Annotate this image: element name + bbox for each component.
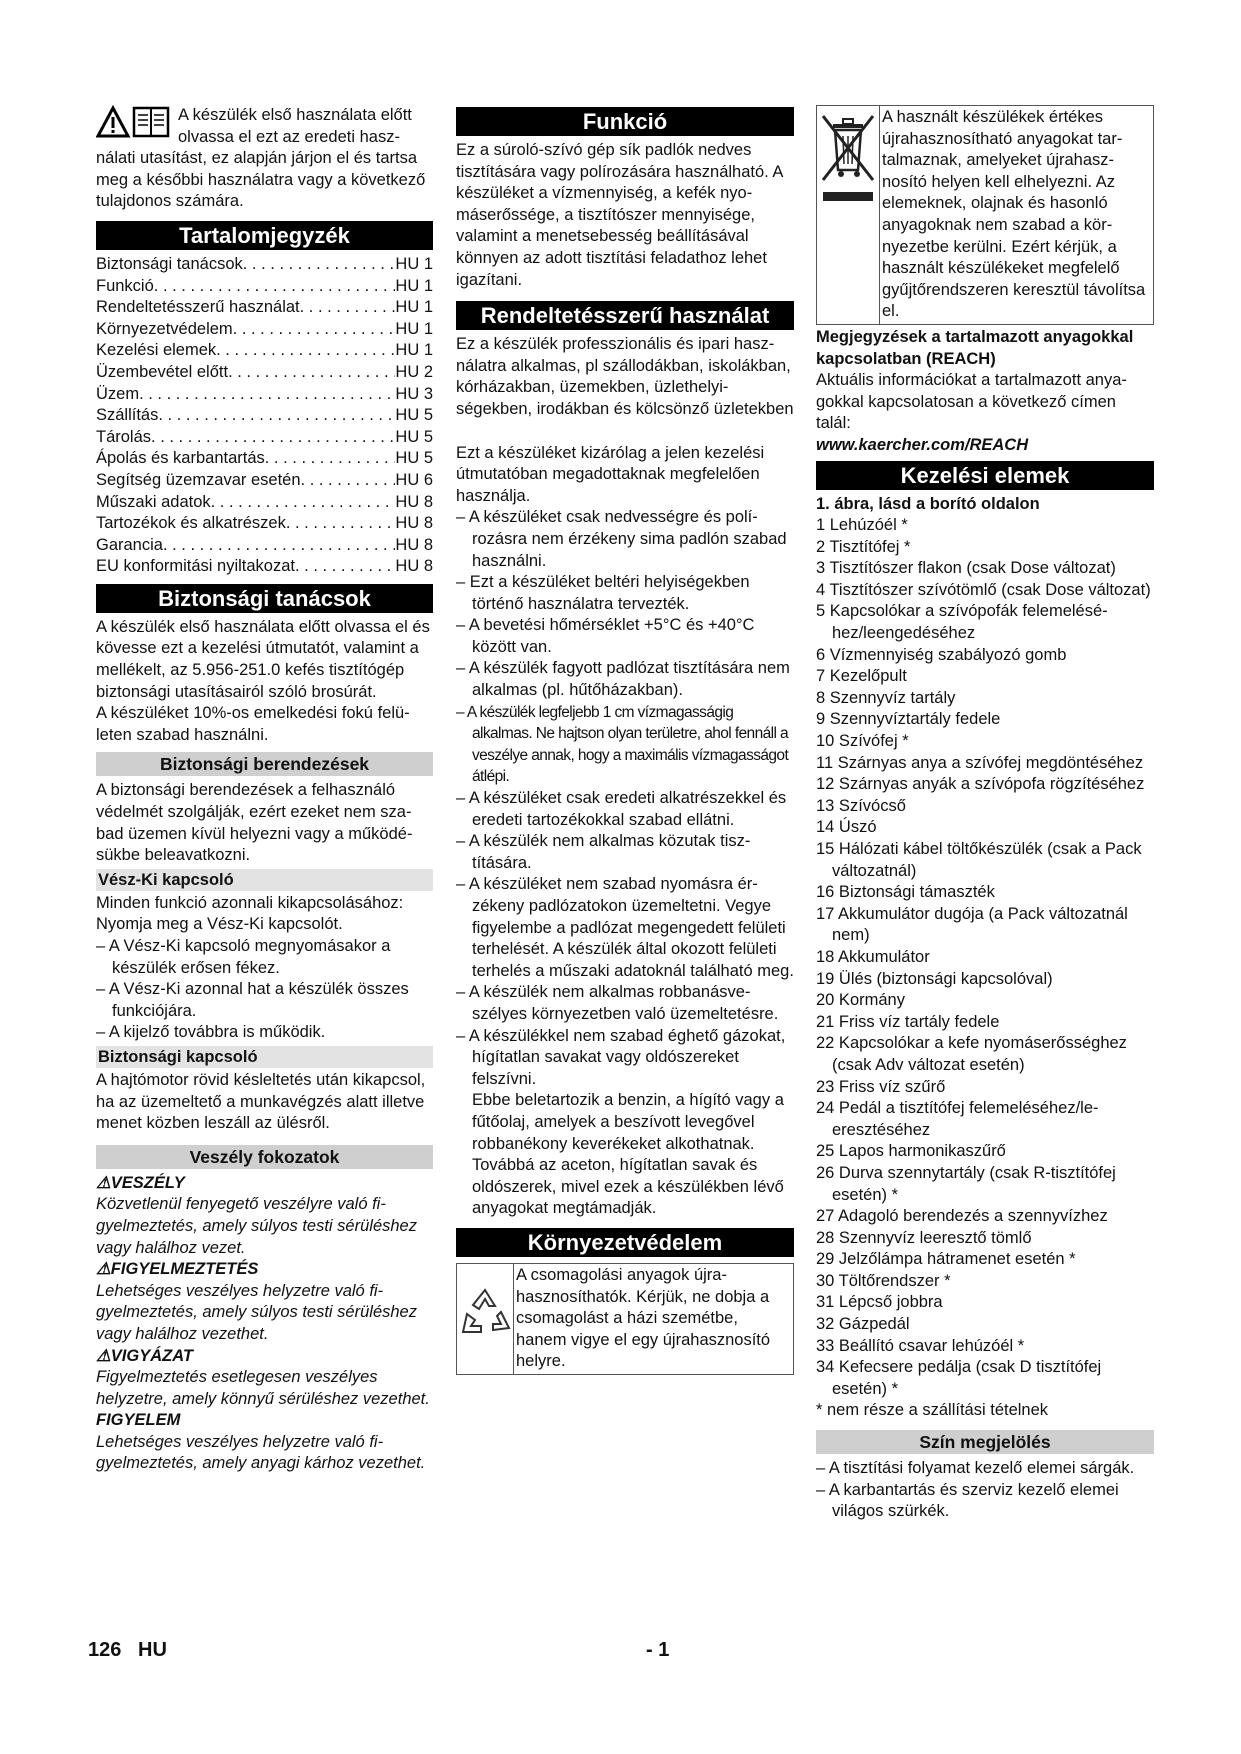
controls-figure-ref: 1. ábra, lásd a borító oldalon <box>816 494 1040 513</box>
hazard-label: ⚠FIGYELMEZTETÉS <box>96 1260 259 1279</box>
list-item: – A Vész-Ki kapcsoló megnyomásakor a készülék erősen fékez. <box>96 936 433 979</box>
controls-list <box>816 515 1154 1400</box>
toc-item[interactable]: Rendeltetésszerű használat . . . HU 1 <box>96 297 433 319</box>
environment-title: Környezetvédelem <box>456 1228 794 1257</box>
safety-devices-text: A biztonsági berendezések a felhasználó védelmét szolgálják, ezért ezeket nem szabad üzemen kívül helyezni vagy a működésükbe beleavatkozni. <box>96 781 413 865</box>
list-item: 11 Szárnyas anya a szívófej megdöntéséhez <box>816 753 1144 772</box>
intro <box>96 105 433 213</box>
hazard-title: Veszély fokozatok <box>96 1145 433 1169</box>
hazard-text: Figyelmeztetés esetlegesen veszélyes helyzetre, amely könnyű sérüléshez vezethet. <box>96 1368 430 1408</box>
list-item: 17 Akkumulátor dugója (a Pack változatnál nem) <box>816 904 1128 945</box>
list-item: – A bevetési hőmérséklet +5°C és +40°C között van. <box>456 615 794 658</box>
recycle-icon-cell <box>457 1264 514 1374</box>
safety-p1: A készülék első használata előtt olvassa el és kövesse ezt a kezelési útmutatót, valamint a mellékelt, az 5.956-251.0 kefés tisztítógép biztonsági utasításairól szóló brosúrát. <box>96 617 430 701</box>
page-footer-left <box>88 1640 167 1662</box>
safety-devices-title: Biztonsági berendezések <box>96 752 433 776</box>
list-item: 16 Biztonsági támaszték <box>816 883 995 902</box>
language-code: HU <box>138 1639 167 1661</box>
toc-item[interactable]: Üzem . . . HU 3 <box>96 384 433 406</box>
list-item: – A készülékkel nem szabad éghető gázokat, hígítatlan savakat vagy oldószereket felszívni. <box>456 1026 794 1091</box>
intro-line-2: olvassa el ezt az eredeti hasz- <box>178 127 400 146</box>
list-item: – A készülék fagyott padlózat tisztítására nem alkalmas (pl. hűtőházakban). <box>456 658 794 701</box>
list-item: 26 Durva szennytartály (csak R-tisztítófej esetén) * <box>816 1163 1116 1204</box>
intended-list <box>456 507 794 1090</box>
toc-item[interactable]: Tartozékok és alkatrészek . . . HU 8 <box>96 513 433 535</box>
list-item: 15 Hálózati kábel töltőkészülék (csak a Pack változatnál) <box>816 840 1142 880</box>
hazard-label: ⚠VIGYÁZAT <box>96 1346 193 1365</box>
list-item: – A készülék nem alkalmas közutak tisztítására. <box>456 831 794 874</box>
toc-item[interactable]: Szállítás . . . HU 5 <box>96 405 433 427</box>
list-item: 27 Adagoló berendezés a szennyvízhez <box>816 1207 1108 1226</box>
list-item: 14 Úszó <box>816 818 877 837</box>
list-item: 30 Töltőrendszer * <box>816 1271 951 1290</box>
hazard-text: Közvetlenül fenyegető veszélyre való figyelmeztetés, amely súlyos testi sérüléshez vagy halálhoz vezet. <box>96 1195 417 1257</box>
list-item: 33 Beállító csavar lehúzóél * <box>816 1336 1025 1355</box>
safety-title: Biztonsági tanácsok <box>96 584 433 613</box>
list-item: 1 Lehúzóél * <box>816 516 908 535</box>
recycle-icon <box>457 1284 513 1340</box>
list-item: – A kijelző továbbra is működik. <box>96 1022 433 1044</box>
weee-text: A használt készülékek értékes újrahasznosítható anyagokat tartalmaznak, amelyeket újrahasznosító helyen kell elhelyezni. Az elemeknek, olajnak és hasonló anyagoknak nem szabad a környezetbe kerülni. Ezért kérjük, a használt készülékeket megfelelő gyűjtőrendszeren keresztül távolítsa el. <box>882 108 1146 321</box>
weee-icon-cell <box>817 106 880 324</box>
list-item: – A készülék legfeljebb 1 cm vízmagasságig alkalmas. Ne hajtson olyan területre, ahol fennáll a veszélye annak, hogy a maximális vízmagasságot átlépi. <box>456 702 794 788</box>
toc-item[interactable]: Üzembevétel előtt . . . HU 2 <box>96 362 433 384</box>
toc-item[interactable]: Biztonsági tanácsok . . . HU 1 <box>96 254 433 276</box>
list-item: 5 Kapcsolókar a szívópofák felemeléséhez/leengedéséhez <box>816 602 1108 643</box>
intro-line-1: A készülék első használata előtt <box>178 106 412 124</box>
list-item: – A karbantartás és szerviz kezelő elemei világos szürkék. <box>816 1480 1154 1523</box>
list-item: 19 Ülés (biztonsági kapcsolóval) <box>816 969 1053 988</box>
list-item: – A készüléket csak nedvességre és polírozásra nem érzékeny sima padlón szabad használni. <box>456 507 794 572</box>
toc-item[interactable]: Tárolás . . . HU 5 <box>96 427 433 449</box>
list-item: 6 Vízmennyiség szabályozó gomb <box>816 645 1067 664</box>
estop-text: Minden funkció azonnali kikapcsolásához: Nyomja meg a Vész-Ki kapcsolót. <box>96 893 404 934</box>
list-item: 23 Friss víz szűrő <box>816 1077 946 1096</box>
reach-title: Megjegyzések a tartalmazott anyagokkal kapcsolatban (REACH) <box>816 327 1134 368</box>
weee-box <box>816 105 1154 325</box>
list-item: 13 Szívócső <box>816 796 906 815</box>
color-list <box>816 1458 1154 1523</box>
list-item: 34 Kefecsere pedálja (csak D tisztítófej esetén) * <box>816 1358 1102 1398</box>
reach-text: Aktuális információkat a tartalmazott anyagokkal kapcsolatosan a következő címen talál: <box>816 371 1127 433</box>
list-item: 18 Akkumulátor <box>816 947 930 966</box>
intended-extra: Ebbe beletartozik a benzin, a hígító vagy a fűtőolaj, amelyek a beszívott levegővel robbanékony keverékeket alkothatnak. Továbbá az aceton, hígítatlan savak és oldószerek, mivel ezek a készülékben lévő anyagokat megtámadják. <box>472 1091 784 1218</box>
recycle-box <box>456 1263 794 1375</box>
toc-item[interactable]: Ápolás és karbantartás . . . HU 5 <box>96 448 433 470</box>
intro-text: nálati utasítást, ez alapján járjon el és tartsa meg a későbbi használatra vagy a következő tulajdonos számára. <box>96 149 426 211</box>
hazard-text: Lehetséges veszélyes helyzetre való figyelmeztetés, amely súlyos testi sérüléshez vagy halálhoz vezethet. <box>96 1281 417 1343</box>
list-item: 21 Friss víz tartály fedele <box>816 1012 1000 1031</box>
hazard-label: FIGYELEM <box>96 1411 181 1430</box>
list-item: 32 Gázpedál <box>816 1315 910 1334</box>
list-item: – A tisztítási folyamat kezelő elemei sárgák. <box>816 1458 1154 1480</box>
recycle-text: A csomagolási anyagok újrahasznosíthatók. Kérjük, ne dobja a csomagolást a házi szemétbe, hanem vigye el egy újrahasznosító helyre. <box>516 1265 771 1371</box>
list-item: 9 Szennyvíztartály fedele <box>816 710 1001 729</box>
list-item: 28 Szennyvíz leeresztő tömlő <box>816 1228 1032 1247</box>
function-text: Ez a súroló-szívó gép sík padlók nedves tisztítására vagy polírozására használható. A készüléket a vízmennyiség, a kefék nyomáserőssége, a tisztítószer mennyisége, valamint a menetsebesség beállításával könnyen az adott tisztítási feladathoz lehet igazítani. <box>456 141 783 289</box>
switch-text: A hajtómotor rövid késleltetés után kikapcsol, ha az üzemeltető a munkavégzés alatt illetve menet közben leszáll az ülésről. <box>96 1070 426 1133</box>
toc-item[interactable]: Funkció . . . HU 1 <box>96 276 433 298</box>
list-item: – A készüléket nem szabad nyomásra érzékeny padlózatokon üzemeltetni. Vegye figyelembe a padlózat megengedett felületi terhelését. A készülék által okozott felületi terhelés a műszaki adatoknál található meg. <box>456 874 794 982</box>
intended-p1: Ez a készülék professzionális és ipari használatra alkalmas, pl szállodákban, iskolákban, kórházakban, üzemekben, üzlethelyiségekben, irodákban és kölcsönző üzletekben <box>456 335 794 418</box>
toc-title: Tartalomjegyzék <box>96 221 433 250</box>
intended-title: Rendeltetésszerű használat <box>456 301 794 330</box>
list-item: – A Vész-Ki azonnal hat a készülék összes funkciójára. <box>96 979 433 1022</box>
controls-title: Kezelési elemek <box>816 461 1154 490</box>
intended-p2: Ezt a készüléket kizárólag a jelen kezelési útmutatóban megadottaknak megfelelően használja. <box>456 443 765 505</box>
switch-title: Biztonsági kapcsoló <box>96 1046 433 1068</box>
column-left <box>96 105 433 1475</box>
reach-link[interactable]: www.kaercher.com/REACH <box>816 435 1029 454</box>
color-title: Szín megjelölés <box>816 1430 1154 1454</box>
column-middle <box>456 105 794 1375</box>
list-item: 24 Pedál a tisztítófej felemeléséhez/leeresztéséhez <box>816 1099 1099 1139</box>
hazard-text: Lehetséges veszélyes helyzetre való figyelmeztetés, amely anyagi kárhoz vezethet. <box>96 1432 426 1473</box>
toc-item[interactable]: Kezelési elemek . . . HU 1 <box>96 340 433 362</box>
toc-item[interactable]: Garancia . . . HU 8 <box>96 535 433 557</box>
list-item: 22 Kapcsolókar a kefe nyomáserősséghez (csak Adv változat esetén) <box>816 1034 1127 1074</box>
list-item: 2 Tisztítófej * <box>816 537 911 556</box>
list-item: 29 Jelzőlámpa hátramenet esetén * <box>816 1250 1076 1269</box>
list-item: 25 Lapos harmonikaszűrő <box>816 1142 1006 1161</box>
page-number: 126 <box>88 1639 122 1661</box>
list-item: – A készüléket csak eredeti alkatrészekkel és eredeti tartozékokkal szabad ellátni. <box>456 788 794 831</box>
list-item: – A készülék nem alkalmas robbanásveszélyes környezetben való üzemeltetésre. <box>456 982 794 1025</box>
toc-item[interactable]: Műszaki adatok . . . HU 8 <box>96 492 433 514</box>
list-item: 20 Kormány <box>816 991 905 1010</box>
column-right <box>816 105 1154 1523</box>
function-title: Funkció <box>456 107 794 136</box>
controls-note: * nem része a szállítási tételnek <box>816 1401 1049 1420</box>
list-item: – Ezt a készüléket beltéri helyiségekben történő használatra tervezték. <box>456 572 794 615</box>
list-item: 3 Tisztítószer flakon (csak Dose változat) <box>816 559 1116 578</box>
toc-item[interactable]: Környezetvédelem . . . HU 1 <box>96 319 433 341</box>
list-item: 31 Lépcső jobbra <box>816 1293 943 1312</box>
page-footer-center: - 1 <box>646 1639 670 1661</box>
toc <box>96 254 433 578</box>
safety-p2: A készüléket 10%-os emelkedési fokú felületen szabad használni. <box>96 704 410 744</box>
crossed-bin-icon <box>817 112 879 204</box>
estop-list <box>96 936 433 1044</box>
estop-title: Vész-Ki kapcsoló <box>96 869 433 891</box>
list-item: 8 Szennyvíz tartály <box>816 688 956 707</box>
hazard-label: ⚠VESZÉLY <box>96 1173 185 1192</box>
list-item: 7 Kezelőpult <box>816 667 907 686</box>
toc-item[interactable]: Segítség üzemzavar esetén . . . HU 6 <box>96 470 433 492</box>
list-item: 4 Tisztítószer szívótömlő (csak Dose változat) <box>816 580 1151 599</box>
list-item: 10 Szívófej * <box>816 732 909 751</box>
toc-item[interactable]: EU konformitási nyiltakozat . . . HU 8 <box>96 556 433 578</box>
warning-book-icon <box>96 105 172 139</box>
list-item: 12 Szárnyas anyák a szívópofa rögzítéséhez <box>816 775 1145 794</box>
